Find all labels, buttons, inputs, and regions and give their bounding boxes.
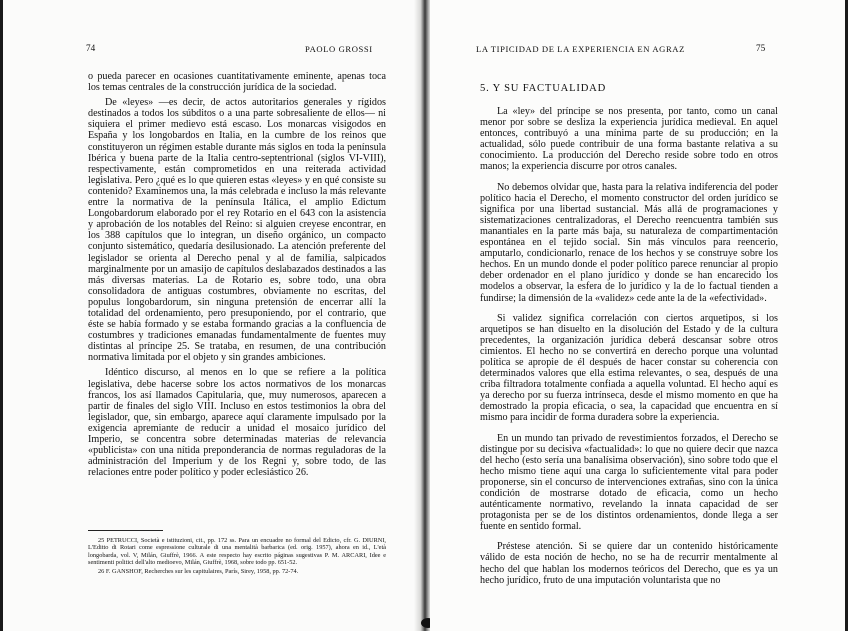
page-number-right: 75 bbox=[756, 43, 766, 53]
running-head-left: PAOLO GROSSI bbox=[305, 44, 373, 54]
paragraph: o pueda parecer en ocasiones cuantitativamente eminente, apenas toca los temas centrales de la construcción jurídica de la sociedad. bbox=[88, 71, 386, 94]
paragraph: En un mundo tan privado de revestimientos forzados, el Derecho se distingue por su decisiva «factualidad»: lo que no quiere decir que nazca del hecho (esto sería una banalísima observación), sino sobre todo que el hecho mismo tiene aquí una carga lo suficientemente vital para poder proponerse, sin el concurso de intervenciones extrañas, sino con la única condición de mostrarse dotado de eficacia, como un hecho auténticamente normativo, revelando la innata capacidad de ser protagonista per se de los distintos ordenamientos, donde llega a ser fuente en sentido formal. bbox=[480, 432, 778, 533]
paragraph: Si validez significa correlación con ciertos arquetipos, si los arquetipos se han disuelto en la disolución del Estado y de la cultura precedentes, la organización jurídica deberá descansar sobre otros cimientos. El hecho no se convertirá en derecho porque una voluntad política se apropie de él después de hacer constar su coherencia con determinados valores que ella estima relevantes, o sea, después de una criba filtradora totalmente confiada a aquella voluntad. El hecho aquí es ya derecho por su fuerza intrínseca, desde el mismo momento en que ha demostrado la propia eficacia, o sea, la capacidad que encuentra en sí mismo para incidir de forma duradera sobre la experiencia. bbox=[480, 312, 778, 424]
left-body-text bbox=[88, 71, 386, 478]
paragraph: La «ley» del príncipe se nos presenta, por tanto, como un canal menor por sobre se desliza la experiencia jurídica medieval. En aquel entonces, contribuyó a una mínima parte de su producción; en la actualidad, sólo puede contribuir de una forma bastante relativa a su conocimiento. La producción del Derecho reside sobre todo en otros manos; la experiencia discurre por otros canales. bbox=[480, 106, 778, 173]
paragraph: De «leyes» —es decir, de actos autoritarios generales y rígidos destinados a todos los súbditos o a una parte sobresaliente de ellos— ni siquiera el primer medievo está escaso. Los monarcas visigodos en España y los longobardos en Italia, en la cumbre de los reinos que constituyeron un régimen estable durante más siglos en toda la península Ibérica y buena parte de la Italia centro-septentrional (siglos VI-VIII), respectivamente, están comprometidos en una reiterada actividad legislativa. Pero ¿qué es lo que quieren estas «leyes» y en qué consiste su contenido? Examinemos una, la más celebrada e incluso la más relevante entre la normativa de la península Itálica, el amplio Edictum Longobardorum elaborado por el rey Rotario en el 643 con la asistencia y aprobación de los notables del Reino: si alguien creyese encontrar, en los 388 capítulos que lo integran, un diseño orgánico, un compacto conjunto sistemático, quedaría desilusionado. La atención preferente del legislador se orienta al Derecho penal y al de familia, salpicados marginalmente por un amasijo de capítulos deslabazados destinados a las más diversas materias. La de Rotario es, sobre todo, una obra consolidadora de antiguas costumbres, obviamente no escritas, del populus longobardorum, sin ninguna pretensión de encerrar allí la totalidad del ordenamiento, pero presuponiendo, por el contrario, que éste se había formado y se estaba formando gracias a la confluencia de costumbres y tradiciones emanadas fundamentalmente de fuentes muy distintas al príncipe 25. Se trataba, en resumen, de una contribución normativa limitada por el objeto y sin grandes ambiciones. bbox=[88, 97, 386, 364]
paragraph: Idéntico discurso, al menos en lo que se refiere a la política legislativa, debe hacerse sobre los actos normativos de los monarcas francos, los así llamados Capitularia, que, muy numerosos, aparecen a partir de finales del siglo VIII. Incluso en estos testimonios la obra del legislador, que, sin embargo, aparece aquí claramente impulsado por la exigencia apremiante de reducir a unidad el mosaico jurídico del Imperio, se concentra sobre determinadas materias de relevancia «publicista» con una nítida preponderancia de normas reguladoras de la administración del Imperium y de los Regni y, sobre todo, de las relaciones entre poder político y poder eclesiástico 26. bbox=[88, 367, 386, 479]
paragraph: No debemos olvidar que, hasta para la relativa indiferencia del poder político hacia el Derecho, el momento constructor del orden jurídico se significa por una libertad sustancial. Más allá de programaciones y sistematizaciones centralizadoras, el Derecho reencuentra también sus manantiales en la parte más baja, su naturaleza de compartimentación espontánea en el tejido social. Sin más vínculos para reencerio, amputarlo, condicionarlo, renace de los hechos y se construye sobre los hechos. En un mundo donde el poder político parece renunciar al propio deber ordenador en el plano jurídico y donde se han encarecido los modelos a observar, la esfera de lo jurídico y la de lo factual tienden a fundirse; la dimensión de la «validez» cede ante la de la «efectividad». bbox=[480, 181, 778, 304]
right-page bbox=[430, 0, 848, 631]
footnote: 26 F. GANSHOF, Recherches sur les capitulaires, París, Sirey, 1958, pp. 72-74. bbox=[98, 567, 299, 575]
page-edge-shadow bbox=[0, 0, 3, 631]
footnote-rule bbox=[88, 530, 163, 531]
running-head-right: LA TIPICIDAD DE LA EXPERIENCIA EN AGRAZ bbox=[476, 44, 685, 54]
footnotes bbox=[88, 537, 386, 575]
footnote: 25 PETRUCCI, Società e istituzioni, cit., pp. 172 ss. Para un encuadre no formal del Edicto, cfr. G. DIURNI, L'Editto di Rotari come espressione culturale di una mentalità barbarica (ed. orig. 1957), ahora en id., L'età longobarda, vol. V, Milán, Giuffrè, 1966. A este respecto hay escrito páginas sugestivas P. M. ARCARI, Idee e sentimenti politici dell'alto medioevo, Milán, Giuffrè, 1968, sobre todo pp. 651-52. bbox=[88, 537, 386, 567]
right-body-text bbox=[480, 106, 778, 586]
page-number-left: 74 bbox=[86, 43, 96, 53]
paragraph: Préstese atención. Si se quiere dar un contenido históricamente válido de esta noción de hecho, no se ha de recurrir mentalmente al hecho del que hablan los modernos teóricos del Derecho, que es ya un hecho jurídico, fruto de una imputación voluntarista que no bbox=[480, 541, 778, 586]
section-title: 5. Y SU FACTUALIDAD bbox=[480, 83, 607, 94]
left-page bbox=[0, 0, 418, 631]
